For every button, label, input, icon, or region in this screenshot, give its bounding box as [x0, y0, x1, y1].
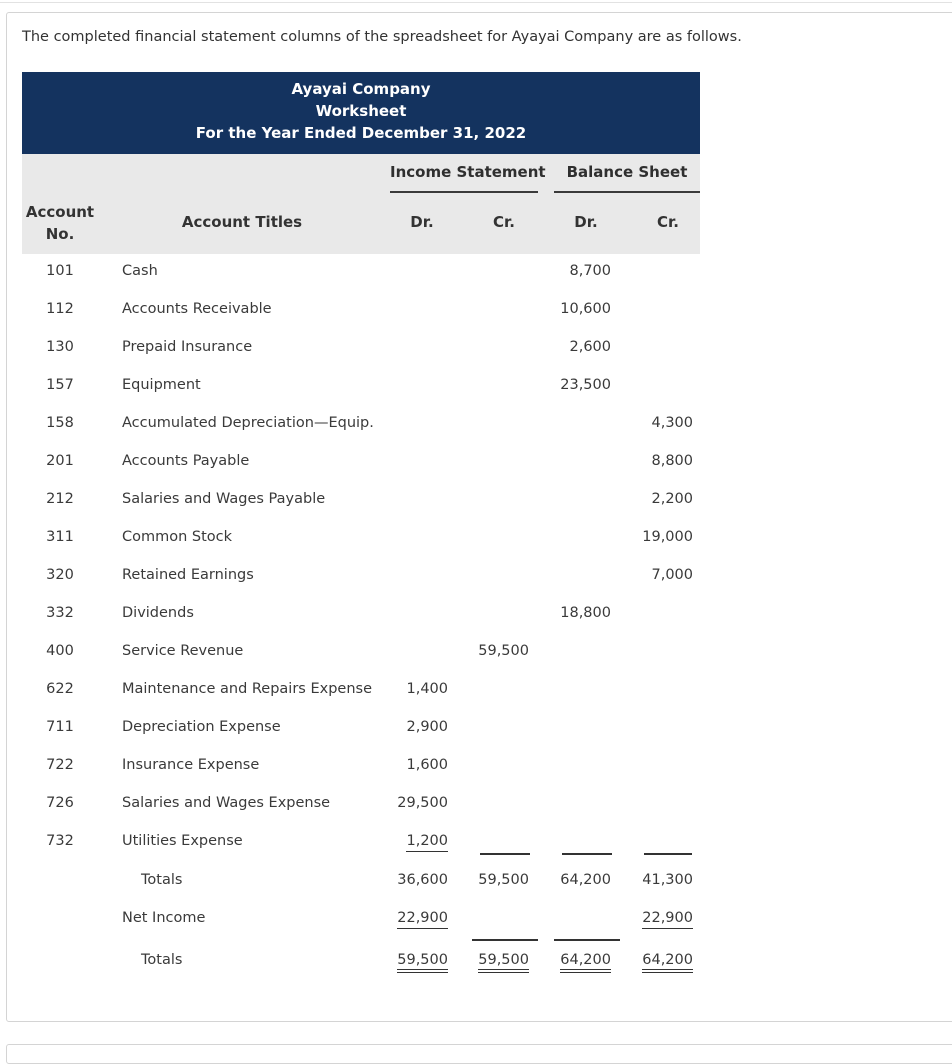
table-row [22, 367, 700, 405]
table-row [22, 481, 700, 519]
final-totals-is-cr: 59,500 [478, 952, 529, 973]
account-no: 722 [46, 757, 74, 773]
table-row [22, 329, 700, 367]
net-income-row [22, 900, 700, 938]
bs-cr-value: 8,800 [651, 453, 693, 469]
account-no-heading-line2: No. [45, 225, 75, 243]
totals-label: Totals [141, 872, 183, 888]
account-no: 311 [46, 529, 74, 545]
account-title: Depreciation Expense [122, 719, 281, 735]
final-totals-row [22, 942, 700, 980]
bs-cr-value: 19,000 [642, 529, 693, 545]
totals-bs-cr: 41,300 [642, 872, 693, 888]
bs-dr-value: 8,700 [569, 263, 611, 279]
account-no: 732 [46, 833, 74, 849]
account-title: Accounts Payable [122, 453, 250, 469]
account-no: 101 [46, 263, 74, 279]
is-dr-value: 1,400 [406, 681, 448, 697]
is-cr-rule [480, 853, 530, 855]
next-card [6, 1044, 952, 1064]
is-dr-value: 2,900 [406, 719, 448, 735]
account-no: 157 [46, 377, 74, 393]
document-name: Worksheet [315, 102, 407, 120]
account-title: Accumulated Depreciation—Equip. [122, 415, 374, 431]
account-no: 400 [46, 643, 74, 659]
table-row [22, 671, 700, 709]
final-totals-bs-cr: 64,200 [642, 952, 693, 973]
table-row [22, 595, 700, 633]
account-no: 112 [46, 301, 74, 317]
bs-cr-rule [644, 853, 692, 855]
account-title: Salaries and Wages Expense [122, 795, 331, 811]
is-cr-value: 59,500 [478, 643, 529, 659]
account-no: 622 [46, 681, 74, 697]
account-no: 201 [46, 453, 74, 469]
period-label: For the Year Ended December 31, 2022 [195, 124, 527, 142]
account-no: 332 [46, 605, 74, 621]
table-row [22, 253, 700, 291]
is-dr-last-underlined: 1,200 [406, 833, 448, 852]
account-no: 212 [46, 491, 74, 507]
net-income-is-dr: 22,900 [397, 910, 448, 929]
account-no: 130 [46, 339, 74, 355]
bs-dr-value: 10,600 [560, 301, 611, 317]
income-statement-underline [390, 191, 538, 193]
table-row [22, 405, 700, 443]
final-totals-bs-dr: 64,200 [560, 952, 611, 973]
is-cr-heading: Cr. [493, 213, 515, 231]
intro-text: The completed financial statement columns of the spreadsheet for Ayayai Company are as follows. [22, 29, 742, 45]
income-statement-heading: Income Statement [390, 163, 546, 181]
net-income-is-cr-rule [472, 939, 538, 941]
table-row [22, 823, 700, 861]
account-title: Salaries and Wages Payable [122, 491, 326, 507]
account-title: Dividends [122, 605, 194, 621]
account-title: Retained Earnings [122, 567, 254, 583]
account-title: Utilities Expense [122, 833, 243, 849]
totals-row [22, 862, 700, 900]
company-name: Ayayai Company [291, 80, 431, 98]
balance-sheet-underline [554, 191, 700, 193]
bs-cr-heading: Cr. [657, 213, 679, 231]
account-no: 320 [46, 567, 74, 583]
account-no-heading-line1: Account [25, 203, 95, 221]
totals-bs-dr: 64,200 [560, 872, 611, 888]
account-title: Service Revenue [122, 643, 244, 659]
table-row [22, 633, 700, 671]
account-no: 158 [46, 415, 74, 431]
bs-cr-value: 2,200 [651, 491, 693, 507]
account-no: 726 [46, 795, 74, 811]
is-dr-value: 29,500 [397, 795, 448, 811]
bs-cr-value: 7,000 [651, 567, 693, 583]
is-dr-value: 1,600 [406, 757, 448, 773]
table-row [22, 519, 700, 557]
account-title: Equipment [122, 377, 201, 393]
top-divider [0, 2, 952, 3]
final-totals-label: Totals [141, 952, 183, 968]
account-title: Accounts Receivable [122, 301, 272, 317]
bs-cr-value: 4,300 [651, 415, 693, 431]
net-income-label: Net Income [122, 910, 206, 926]
account-no: 711 [46, 719, 74, 735]
account-title: Prepaid Insurance [122, 339, 253, 355]
bs-dr-value: 2,600 [569, 339, 611, 355]
is-dr-value [390, 833, 448, 849]
final-totals-is-dr: 59,500 [397, 952, 448, 973]
account-title: Common Stock [122, 529, 233, 545]
bs-dr-heading: Dr. [574, 213, 598, 231]
bs-dr-value: 18,800 [560, 605, 611, 621]
column-header [22, 154, 700, 254]
table-row [22, 443, 700, 481]
account-title: Insurance Expense [122, 757, 260, 773]
table-row [22, 785, 700, 823]
bs-dr-value: 23,500 [560, 377, 611, 393]
bs-dr-rule [562, 853, 612, 855]
is-dr-heading: Dr. [410, 213, 434, 231]
account-titles-heading: Account Titles [181, 213, 303, 231]
table-row [22, 709, 700, 747]
table-row [22, 291, 700, 329]
account-title: Maintenance and Repairs Expense [122, 681, 372, 697]
net-income-bs-dr-rule [554, 939, 620, 941]
table-row [22, 557, 700, 595]
account-title: Cash [122, 263, 158, 279]
worksheet-banner [22, 72, 700, 154]
table-row [22, 747, 700, 785]
totals-is-dr: 36,600 [397, 872, 448, 888]
totals-is-cr: 59,500 [478, 872, 529, 888]
net-income-bs-cr: 22,900 [642, 910, 693, 929]
balance-sheet-heading: Balance Sheet [566, 163, 688, 181]
